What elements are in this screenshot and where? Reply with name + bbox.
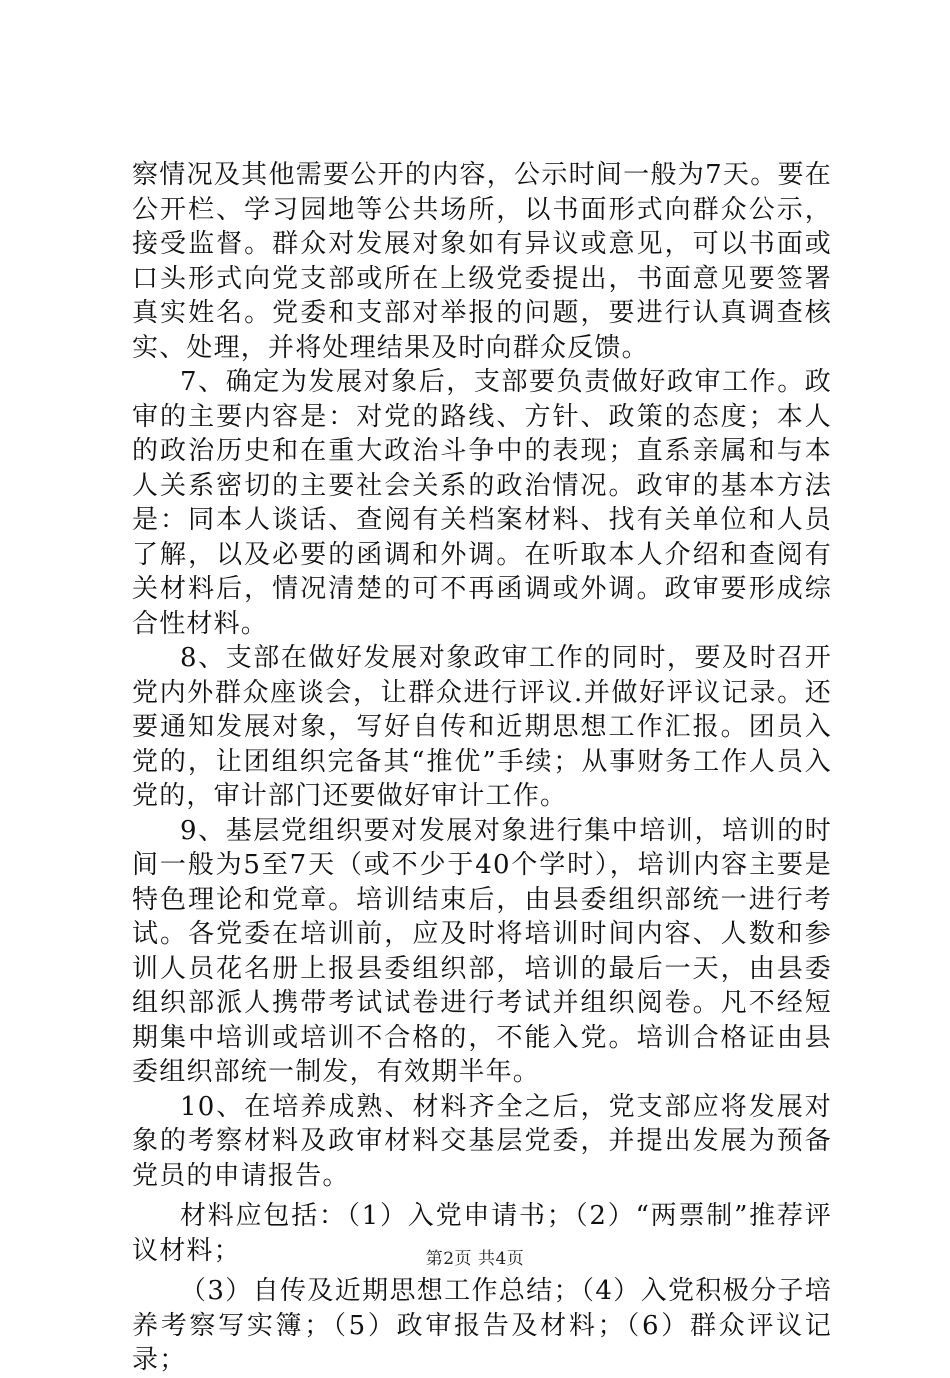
paragraph-item-9: 9、基层党组织要对发展对象进行集中培训，培训的时间一般为5至7天（或不少于40个学时），培训内容主要是特色理论和党章。培训结束后，由县委组织部统一进行考试。各党委在培训前，应及时将培训时间内容、人数和参训人员花名册上报县委组织部，培训的最后一天，由县委组织部派人携带考试试卷进行考试并组织阅卷。凡不经短期集中培训或培训不合格的，不能入党。培训合格证由县委组织部统一制发，有效期半年。 bbox=[132, 815, 832, 1087]
paragraph-1: 察情况及其他需要公开的内容，公示时间一般为7天。要在公开栏、学习园地等公共场所，以书面形式向群众公示，接受监督。群众对发展对象如有异议或意见，可以书面或口头形式向党支部或所在上级党委提出，书面意见要签署真实姓名。党委和支部对举报的问题，要进行认真调查核实、处理，并将处理结果及时向群众反馈。 bbox=[132, 160, 832, 363]
materials-list-continued: （3）自传及近期思想工作总结；（4）入党积极分子培养考察写实簿；（5）政审报告及材料；（6）群众评议记录； bbox=[132, 1276, 832, 1375]
materials-list-intro: 材料应包括：（1）入党申请书；（2）“两票制”推荐评议材料； bbox=[132, 1201, 832, 1266]
paragraph-item-7: 7、确定为发展对象后，支部要负责做好政审工作。政审的主要内容是：对党的路线、方针、政策的态度；本人的政治历史和在重大政治斗争中的表现；直系亲属和与本人关系密切的主要社会关系的政治情况。政审的基本方法是：同本人谈话、查阅有关档案材料、找有关单位和人员了解，以及必要的函调和外调。在听取本人介绍和查阅有关材料后，情况清楚的可不再函调或外调。政审要形成综合性材料。 bbox=[132, 367, 832, 639]
paragraph-item-8: 8、支部在做好发展对象政审工作的同时，要及时召开党内外群众座谈会，让群众进行评议.并做好评议记录。还要通知发展对象，写好自传和近期思想工作汇报。团员入党的，让团组织完备其“推优”手续；从事财务工作人员入党的，审计部门还要做好审计工作。 bbox=[132, 643, 832, 811]
paragraph-item-10: 10、在培养成熟、材料齐全之后，党支部应将发展对象的考察材料及政审材料交基层党委，并提出发展为预备党员的申请报告。 bbox=[132, 1091, 832, 1191]
page-footer: 第2页 共4页 bbox=[425, 1249, 525, 1269]
document-body bbox=[132, 158, 832, 1378]
